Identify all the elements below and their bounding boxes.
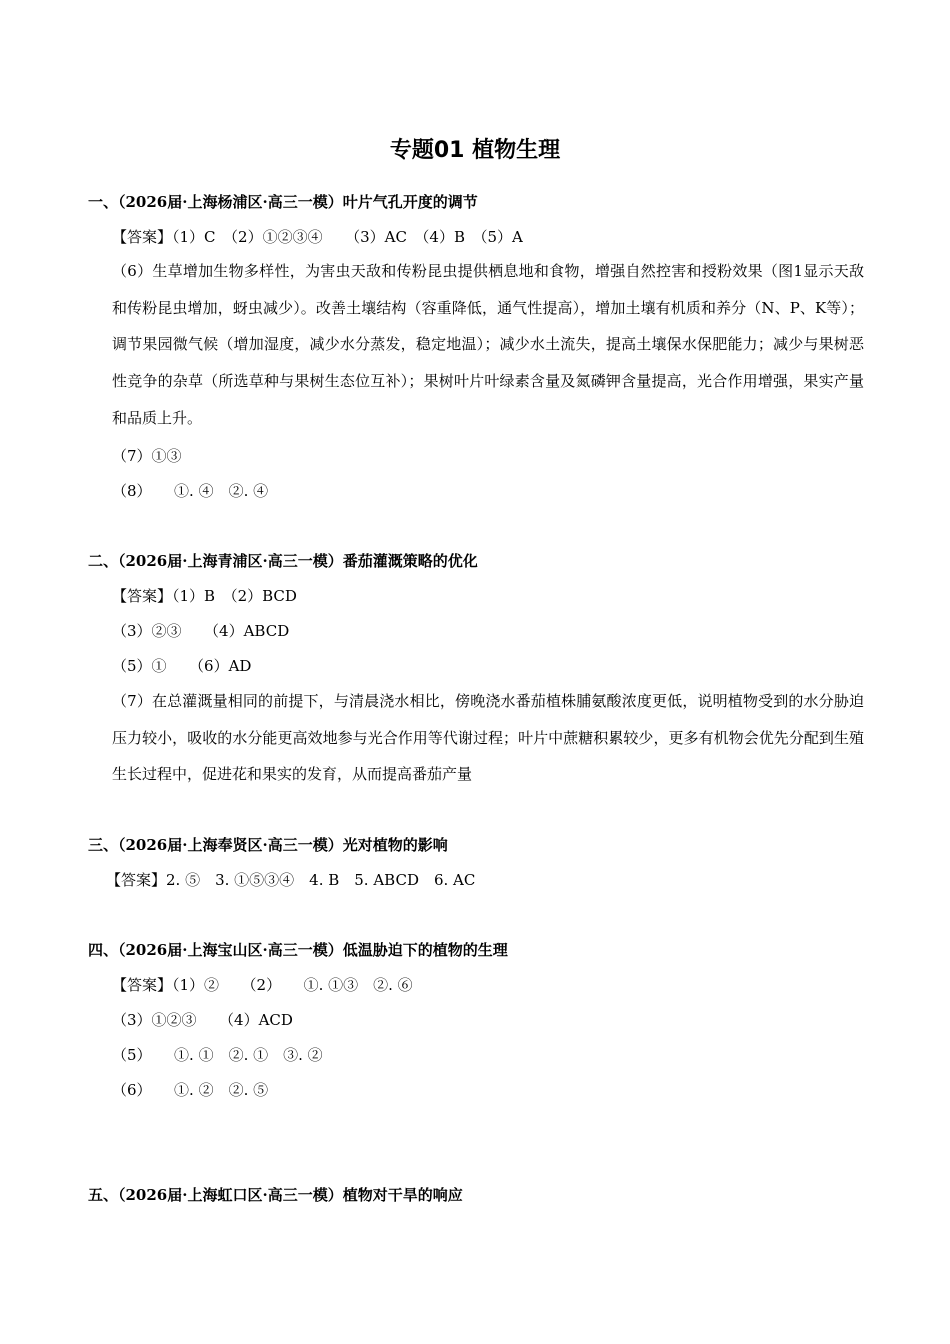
section-1-answer: 【答案】（1）C （2）①②③④ （3）AC （4）B （5）A	[112, 228, 523, 246]
section-2-answer: 【答案】（1）B （2）BCD	[112, 587, 297, 605]
section-4-line-3: （3）①②③ （4）ACD	[112, 1011, 293, 1029]
section-1-line-7: （7）①③	[112, 447, 182, 465]
section-3-heading: 三、（2026届·上海奉贤区·高三一模）光对植物的影响	[88, 836, 448, 854]
section-2-paragraph: （7）在总灌溉量相同的前提下，与清晨浇水相比，傍晚浇水番茄植株脯氨酸浓度更低，说明植物受到的水分胁迫压力较小，吸收的水分能更高效地参与光合作用等代谢过程；叶片中蔗糖积累较少，更多有机物会优先分配到生殖生长过程中，促进花和果实的发育，从而提高番茄产量	[112, 692, 864, 784]
section-4-heading: 四、（2026届·上海宝山区·高三一模）低温胁迫下的植物的生理	[88, 941, 508, 959]
section-4-line-6: （6） ①. ② ②. ⑤	[112, 1081, 269, 1099]
section-1-paragraph: （6）生草增加生物多样性，为害虫天敌和传粉昆虫提供栖息地和食物，增强自然控害和授粉效果（图1显示天敌和传粉昆虫增加，蚜虫减少）。改善土壤结构（容重降低，通气性提高），增加土壤有机质和养分（N、P、K等）；调节果园微气候（增加湿度，减少水分蒸发，稳定地温）；减少水土流失，提高土壤保水保肥能力；减少与果树恶性竞争的杂草（所选草种与果树生态位互补）；果树叶片叶绿素含量及氮磷钾含量提高，光合作用增强，果实产量和品质上升。	[112, 262, 864, 427]
section-5-heading: 五、（2026届·上海虹口区·高三一模）植物对干旱的响应	[88, 1186, 463, 1204]
section-4-answer: 【答案】（1）② （2） ①. ①③ ②. ⑥	[112, 976, 413, 994]
section-2-heading: 二、（2026届·上海青浦区·高三一模）番茄灌溉策略的优化	[88, 552, 478, 570]
page-title: 专题01 植物生理	[389, 138, 561, 163]
section-1-line-8: （8） ①. ④ ②. ④	[112, 482, 269, 500]
section-2-line-3: （3）②③ （4）ABCD	[112, 622, 290, 640]
section-2-line-5: （5）① （6）AD	[112, 657, 252, 675]
section-4-line-5: （5） ①. ① ②. ① ③. ②	[112, 1046, 323, 1064]
section-3-answer: 【答案】2. ⑤ 3. ①⑤③④ 4. B 5. ABCD 6. AC	[106, 871, 476, 889]
section-1-heading: 一、（2026届·上海杨浦区·高三一模）叶片气孔开度的调节	[88, 193, 478, 211]
